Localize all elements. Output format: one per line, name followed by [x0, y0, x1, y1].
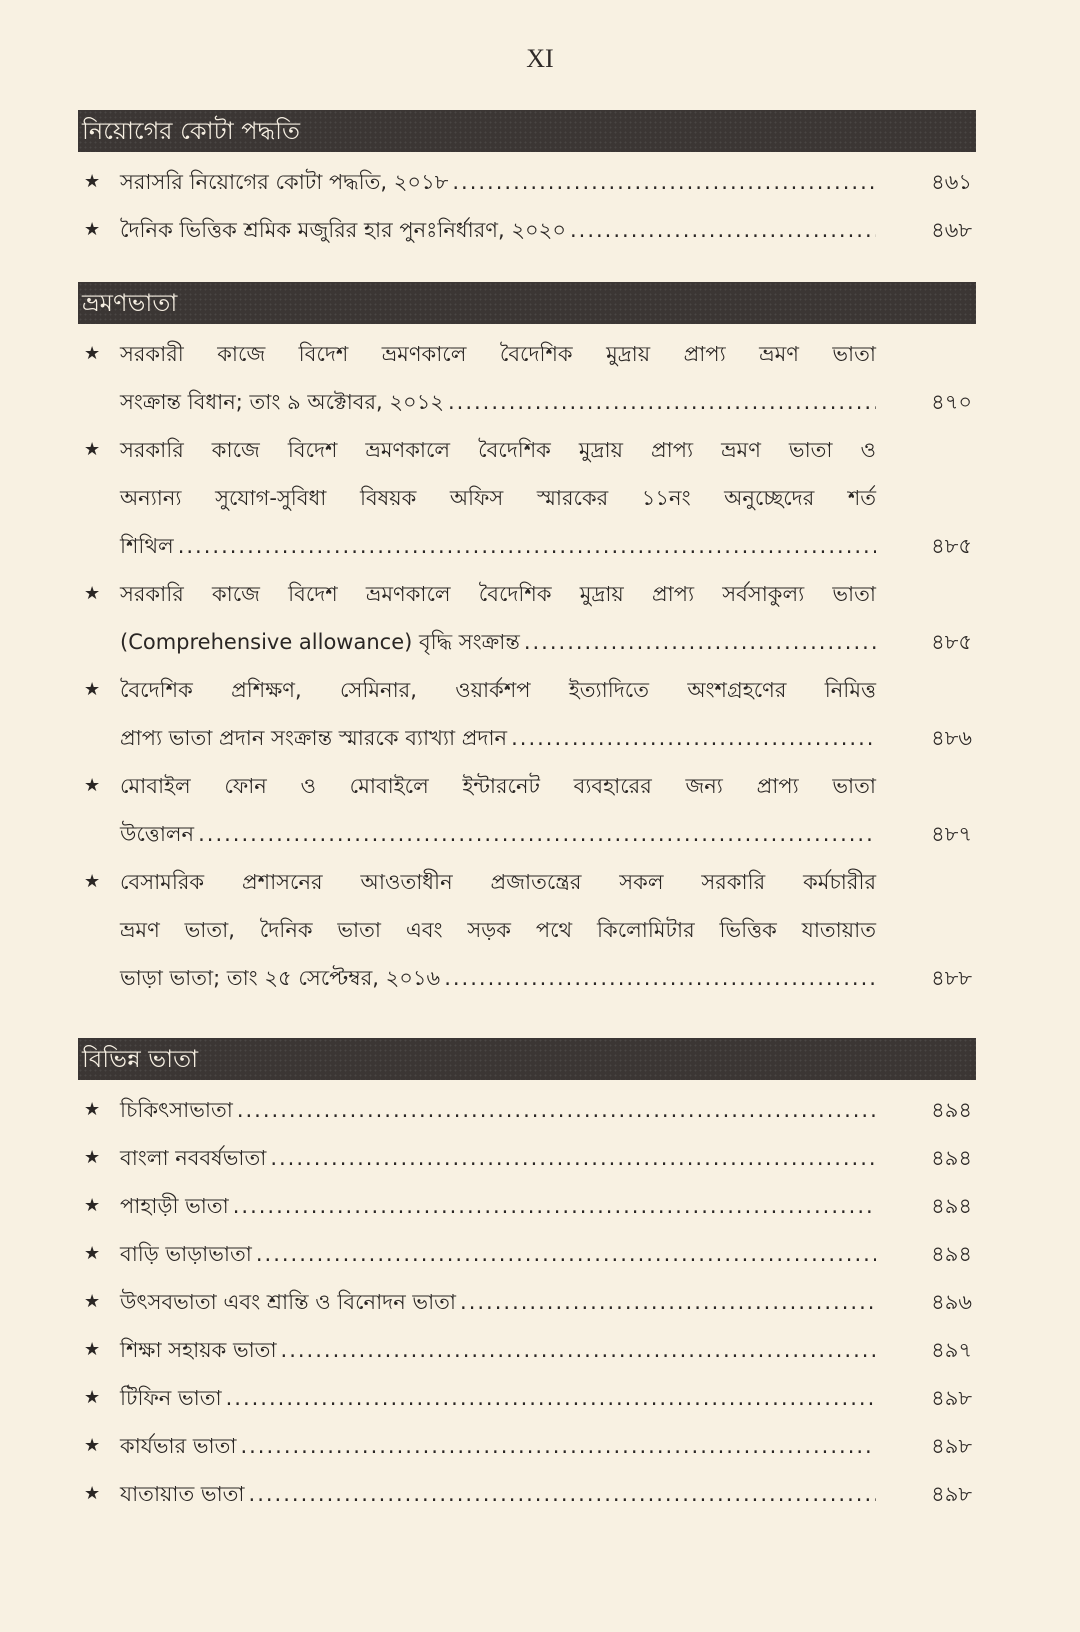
entry-page-number: ৪৮৭: [931, 822, 972, 846]
entry-page-number: ৪৯৭: [931, 1338, 972, 1362]
entry-page-number: ৪৯৪: [931, 1242, 972, 1266]
section-header: বিভিন্ন ভাতা: [78, 1038, 976, 1080]
entry-title-line: সরকারি কাজে বিদেশ ভ্রমণকালে বৈদেশিক মুদ্রায় প্রাপ্য সর্বসাকুল্য ভাতা: [120, 582, 876, 606]
dot-leader: [524, 618, 876, 666]
star-bullet-icon: ★: [84, 343, 101, 364]
star-bullet-icon: ★: [84, 583, 101, 604]
dot-leader: [256, 1230, 876, 1278]
toc-entry[interactable]: [78, 1230, 976, 1278]
star-bullet-icon: ★: [84, 1339, 101, 1360]
dot-leader: [226, 1374, 876, 1422]
entry-page-number: ৪৬৮: [931, 218, 972, 242]
entry-title: উৎসবভাতা এবং শ্রান্তি ও বিনোদন ভাতা: [120, 1290, 457, 1314]
star-bullet-icon: ★: [84, 871, 101, 892]
entry-page-number: ৪৯৮: [931, 1386, 972, 1410]
dot-leader: [281, 1326, 876, 1374]
entry-title-line: বৈদেশিক প্রশিক্ষণ, সেমিনার, ওয়ার্কশপ ইত্যাদিতে অংশগ্রহণের নিমিত্ত: [120, 678, 876, 702]
toc-entry[interactable]: [78, 1278, 976, 1326]
toc-entry[interactable]: [78, 1422, 976, 1470]
dot-leader: [444, 954, 876, 1002]
entry-page-number: ৪৯৮: [931, 1482, 972, 1506]
star-bullet-icon: ★: [84, 1147, 101, 1168]
entry-title: পাহাড়ী ভাতা: [120, 1194, 229, 1218]
entry-title: দৈনিক ভিত্তিক শ্রমিক মজুরির হার পুনঃনির্ধারণ, ২০২০: [120, 218, 566, 242]
page-number: XI: [526, 44, 554, 73]
dot-leader: [270, 1134, 876, 1182]
toc-entry[interactable]: [78, 762, 976, 858]
toc-entry[interactable]: [78, 1470, 976, 1518]
entry-page-number: ৪৮৬: [931, 726, 972, 750]
entry-page-number: ৪৬১: [931, 170, 972, 194]
entry-title-line: মোবাইল ফোন ও মোবাইলে ইন্টারনেট ব্যবহারের জন্য প্রাপ্য ভাতা: [120, 774, 876, 798]
entry-title: সংক্রান্ত বিধান; তাং ৯ অক্টোবর, ২০১২: [120, 390, 444, 414]
star-bullet-icon: ★: [84, 219, 101, 240]
toc-entry[interactable]: [78, 1374, 976, 1422]
star-bullet-icon: ★: [84, 679, 101, 700]
section-header: নিয়োগের কোটা পদ্ধতি: [78, 110, 976, 152]
entry-title: কার্যভার ভাতা: [120, 1434, 237, 1458]
dot-leader: [249, 1470, 876, 1518]
dot-leader: [452, 158, 876, 206]
entry-title: শিথিল: [120, 534, 174, 558]
star-bullet-icon: ★: [84, 1195, 101, 1216]
entry-title-line: ভ্রমণ ভাতা, দৈনিক ভাতা এবং সড়ক পথে কিলোমিটার ভিত্তিক যাতায়াত: [120, 918, 876, 942]
entry-title-line: অন্যান্য সুযোগ-সুবিধা বিষয়ক অফিস স্মারকের ১১নং অনুচ্ছেদের শর্ত: [120, 486, 876, 510]
entry-page-number: ৪৮৫: [931, 630, 972, 654]
entry-title: শিক্ষা সহায়ক ভাতা: [120, 1338, 277, 1362]
entry-title: প্রাপ্য ভাতা প্রদান সংক্রান্ত স্মারকে ব্যাখ্যা প্রদান: [120, 726, 508, 750]
toc-entry[interactable]: [78, 426, 976, 570]
entry-page-number: ৪৮৮: [931, 966, 972, 990]
star-bullet-icon: ★: [84, 171, 101, 192]
entry-title: (Comprehensive allowance) বৃদ্ধি সংক্রান্ত: [120, 630, 520, 654]
entry-page-number: ৪৯৮: [931, 1434, 972, 1458]
entry-page-number: ৪৮৫: [931, 534, 972, 558]
entry-page-number: ৪৯৪: [931, 1194, 972, 1218]
entry-title: উত্তোলন: [120, 822, 195, 846]
dot-leader: [233, 1182, 876, 1230]
toc-entry[interactable]: [78, 570, 976, 666]
entry-title: চিকিৎসাভাতা: [120, 1098, 233, 1122]
toc-entry[interactable]: [78, 206, 976, 254]
dot-leader: [178, 522, 876, 570]
entry-title: সরাসরি নিয়োগের কোটা পদ্ধতি, ২০১৮: [120, 170, 449, 194]
dot-leader: [511, 714, 876, 762]
section-travel-allowance: [78, 282, 976, 1002]
table-of-contents: [78, 110, 976, 1518]
entry-title: বাংলা নববর্ষভাতা: [120, 1146, 267, 1170]
toc-entry[interactable]: [78, 158, 976, 206]
entry-title: বাড়ি ভাড়াভাতা: [120, 1242, 252, 1266]
entry-title-line: বেসামরিক প্রশাসনের আওতাধীন প্রজাতন্ত্রের সকল সরকারি কর্মচারীর: [120, 870, 876, 894]
entry-title: টিফিন ভাতা: [120, 1386, 222, 1410]
star-bullet-icon: ★: [84, 1435, 101, 1456]
entry-page-number: ৪৯৬: [931, 1290, 972, 1314]
entry-page-number: ৪৭০: [931, 390, 972, 414]
entry-page-number: ৪৯৪: [931, 1098, 972, 1122]
toc-entry[interactable]: [78, 1182, 976, 1230]
dot-leader: [198, 810, 876, 858]
dot-leader: [237, 1086, 876, 1134]
entry-title-line: সরকারি কাজে বিদেশ ভ্রমণকালে বৈদেশিক মুদ্রায় প্রাপ্য ভ্রমণ ভাতা ও: [120, 438, 876, 462]
star-bullet-icon: ★: [84, 439, 101, 460]
toc-entry[interactable]: [78, 858, 976, 1002]
toc-entry[interactable]: [78, 1134, 976, 1182]
entry-page-number: ৪৯৪: [931, 1146, 972, 1170]
dot-leader: [448, 378, 876, 426]
entry-title: যাতায়াত ভাতা: [120, 1482, 245, 1506]
dot-leader: [570, 206, 876, 254]
star-bullet-icon: ★: [84, 1291, 101, 1312]
entry-title: ভাড়া ভাতা; তাং ২৫ সেপ্টেম্বর, ২০১৬: [120, 966, 441, 990]
star-bullet-icon: ★: [84, 1243, 101, 1264]
toc-entry[interactable]: [78, 1326, 976, 1374]
dot-leader: [460, 1278, 876, 1326]
toc-entry[interactable]: [78, 666, 976, 762]
toc-entry[interactable]: [78, 1086, 976, 1134]
section-various-allowances: [78, 1038, 976, 1518]
star-bullet-icon: ★: [84, 775, 101, 796]
section-recruitment-quota: [78, 110, 976, 254]
dot-leader: [240, 1422, 876, 1470]
star-bullet-icon: ★: [84, 1387, 101, 1408]
section-header: ভ্রমণভাতা: [78, 282, 976, 324]
entry-title-line: সরকারী কাজে বিদেশ ভ্রমণকালে বৈদেশিক মুদ্রায় প্রাপ্য ভ্রমণ ভাতা: [120, 342, 876, 366]
star-bullet-icon: ★: [84, 1099, 101, 1120]
toc-entry[interactable]: [78, 330, 976, 426]
star-bullet-icon: ★: [84, 1483, 101, 1504]
